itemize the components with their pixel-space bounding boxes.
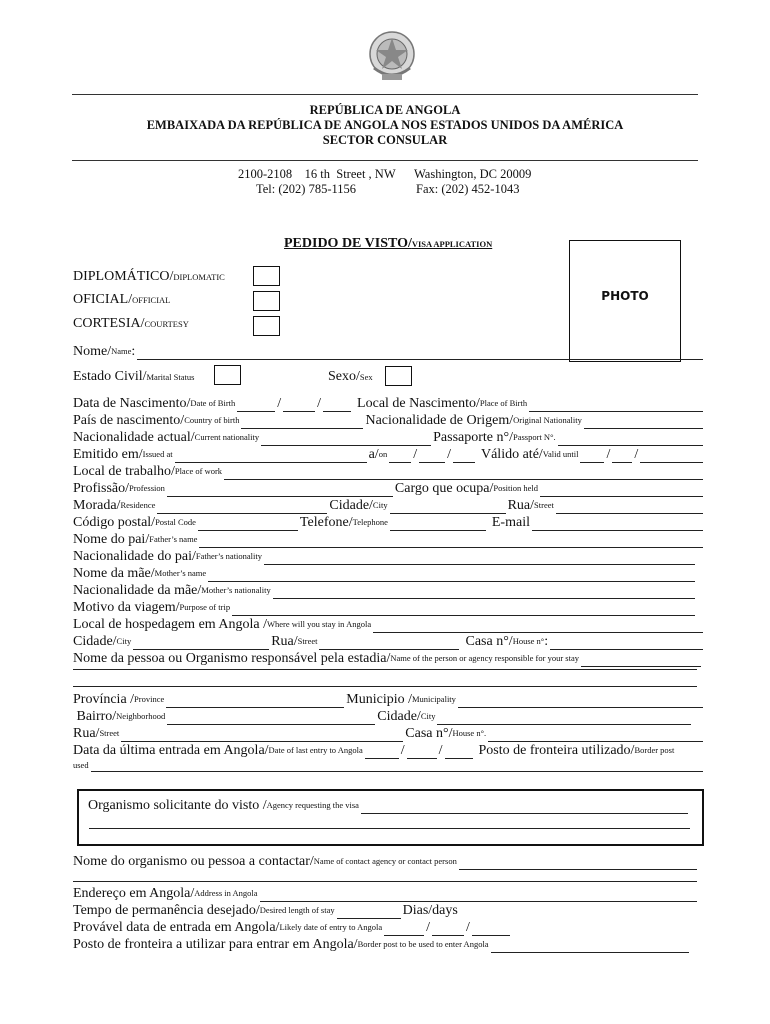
- entry-border-input[interactable]: [491, 940, 689, 953]
- field-contact: Nome do organismo ou pessoa a contactar/ Name of contact agency or contact person: [73, 853, 699, 870]
- embassy-telephone: Tel: (202) 785-1156: [256, 182, 357, 196]
- field-father-name: Nome do pai/ Father’s name: [73, 531, 705, 548]
- field-mother-name: Nome da mãe/ Mother’s name: [73, 565, 697, 582]
- position-held-input[interactable]: [540, 484, 703, 497]
- lodging-city-input[interactable]: [133, 637, 269, 650]
- lodging-input[interactable]: [373, 620, 703, 633]
- field-postal-phone-email: Código postal/ Postal Code Telefone/ Telephone E-mail: [73, 514, 705, 531]
- residence-city-input[interactable]: [390, 501, 506, 514]
- field-entry-border: Posto de fronteira a utilizar para entrar em Angola/ Border post to be used to enter Angola: [73, 936, 691, 953]
- header-section: SECTOR CONSULAR: [322, 133, 448, 147]
- valid-month-input[interactable]: [612, 450, 632, 463]
- field-province: Província / Province Municipio / Municipality: [73, 691, 705, 708]
- header-top-rule: [72, 94, 698, 95]
- field-residence: Morada/ Residence Cidade/ City Rua/ Street: [73, 497, 705, 514]
- neighborhood-city-input[interactable]: [437, 712, 691, 725]
- form-title: PEDIDO DE VISTO/VISA APPLICATION: [284, 236, 493, 251]
- field-lodging: Local de hospedagem em Angola / Where will you stay in Angola: [73, 616, 705, 633]
- angola-coat-of-arms-emblem: [366, 28, 418, 84]
- entry-month-input[interactable]: [432, 923, 464, 936]
- responsible-input[interactable]: [581, 654, 701, 667]
- embassy-fax: Fax: (202) 452-1043: [416, 182, 520, 196]
- house-number-input[interactable]: [488, 729, 703, 742]
- photo-label: PHOTO: [601, 289, 649, 303]
- field-last-entry: Data da última entrada em Angola/ Date of last entry to Angola / / Posto de fronteira utilizado/ Border post: [73, 743, 675, 758]
- dob-month-input[interactable]: [283, 399, 315, 412]
- agency-line-2[interactable]: [89, 828, 690, 829]
- issued-day-input[interactable]: [389, 450, 411, 463]
- province-input[interactable]: [166, 695, 344, 708]
- address-angola-input[interactable]: [260, 889, 697, 902]
- street-input[interactable]: [121, 729, 403, 742]
- field-current-nationality: Nacionalidade actual/ Current nationality Passaporte n°/ Passport N°.: [73, 429, 705, 446]
- header-bottom-rule: [72, 160, 698, 161]
- visa-type-courtesy-checkbox[interactable]: [253, 316, 280, 336]
- issued-month-input[interactable]: [419, 450, 445, 463]
- residence-input[interactable]: [157, 501, 327, 514]
- field-issued: Emitido em/ Issued at a/ on / / Válido até/ Valid until / /: [73, 446, 705, 463]
- issued-at-input[interactable]: [175, 450, 367, 463]
- field-responsible: Nome da pessoa ou Organismo responsável pela estadia/ Name of the person or agency responsible for your stay: [73, 650, 703, 667]
- visa-type-diplomatic-checkbox[interactable]: [253, 266, 280, 286]
- visa-type-diplomatic-label: DIPLOMÁTICO/DIPLOMATIC: [73, 269, 225, 284]
- embassy-street-address: 2100-2108 16 th Street , NW: [238, 167, 396, 181]
- visa-type-official-label: OFICIAL/OFFICIAL: [73, 292, 171, 307]
- workplace-input[interactable]: [224, 467, 703, 480]
- valid-year-input[interactable]: [640, 450, 703, 463]
- marital-status-label: Estado Civil/Marital Status: [73, 369, 195, 384]
- country-of-birth-input[interactable]: [241, 416, 363, 429]
- field-entry-date: Provável data de entrada em Angola/ Likely date of entry to Angola / /: [73, 919, 705, 936]
- field-workplace: Local de trabalho/ Place of work: [73, 463, 705, 480]
- municipality-input[interactable]: [458, 695, 703, 708]
- telephone-input[interactable]: [390, 518, 486, 531]
- field-profession: Profissão/ Profession Cargo que ocupa/ Position held: [73, 480, 705, 497]
- place-of-birth-input[interactable]: [529, 399, 703, 412]
- stay-length-input[interactable]: [337, 906, 401, 919]
- father-nationality-input[interactable]: [264, 552, 695, 565]
- field-neighborhood: Bairro/ Neighborhood Cidade/ City: [73, 708, 693, 725]
- field-mother-nationality: Nacionalidade da mãe/ Mother’s nationality: [73, 582, 697, 599]
- dob-year-input[interactable]: [323, 399, 351, 412]
- header-embassy: EMBAIXADA DA REPÚBLICA DE ANGOLA NOS ESTADOS UNIDOS DA AMÉRICA: [146, 118, 624, 132]
- sex-label: Sexo/Sex: [328, 369, 373, 384]
- field-name: Nome/ Name :: [73, 343, 705, 360]
- field-agency: Organismo solicitante do visto / Agency requesting the visa: [88, 797, 690, 814]
- field-stay-length: Tempo de permanência desejado/ Desired length of stay Dias/days: [73, 903, 458, 918]
- mother-nationality-input[interactable]: [273, 586, 695, 599]
- current-nationality-input[interactable]: [261, 433, 431, 446]
- sex-box[interactable]: [385, 366, 412, 386]
- residence-street-input[interactable]: [556, 501, 703, 514]
- issued-year-input[interactable]: [453, 450, 475, 463]
- border-post-used-input[interactable]: [91, 762, 703, 772]
- email-input[interactable]: [532, 518, 703, 531]
- original-nationality-input[interactable]: [584, 416, 703, 429]
- visa-type-official-checkbox[interactable]: [253, 291, 280, 311]
- lodging-house-input[interactable]: [550, 637, 703, 650]
- entry-day-input[interactable]: [384, 923, 424, 936]
- agency-input[interactable]: [361, 801, 688, 814]
- header-country: REPÚBLICA DE ANGOLA: [309, 103, 461, 117]
- dob-day-input[interactable]: [237, 399, 275, 412]
- field-father-nationality: Nacionalidade do pai/ Father’s nationality: [73, 548, 697, 565]
- mother-name-input[interactable]: [208, 569, 695, 582]
- field-border-post-used: used: [73, 758, 705, 772]
- visa-type-courtesy-label: CORTESIA/COURTESY: [73, 316, 189, 331]
- field-purpose: Motivo da viagem/ Purpose of trip: [73, 599, 697, 616]
- postal-code-input[interactable]: [198, 518, 298, 531]
- purpose-input[interactable]: [232, 603, 695, 616]
- name-input[interactable]: [137, 347, 703, 360]
- marital-status-box[interactable]: [214, 365, 241, 385]
- responsible-line-3[interactable]: [73, 686, 697, 687]
- field-address-angola: Endereço em Angola/ Address in Angola: [73, 885, 699, 902]
- contact-line-2[interactable]: [73, 881, 697, 882]
- responsible-line-2[interactable]: [73, 669, 697, 670]
- passport-number-input[interactable]: [558, 433, 703, 446]
- profession-input[interactable]: [167, 484, 393, 497]
- valid-day-input[interactable]: [580, 450, 604, 463]
- father-name-input[interactable]: [199, 535, 703, 548]
- contact-input[interactable]: [459, 857, 697, 870]
- field-country-nationality: País de nascimento/ Country of birth Nacionalidade de Origem/ Original Nationality: [73, 412, 705, 429]
- neighborhood-input[interactable]: [167, 712, 375, 725]
- field-lodging-address: Cidade/ City Rua/ Street Casa n°/ House n° :: [73, 633, 705, 650]
- field-street-house: Rua/ Street Casa n°/ House n°.: [73, 725, 705, 742]
- lodging-street-input[interactable]: [319, 637, 459, 650]
- field-birth: Data de Nascimento/ Date of Birth / / Local de Nascimento/ Place of Birth: [73, 395, 705, 412]
- embassy-city: Washington, DC 20009: [414, 167, 532, 181]
- entry-year-input[interactable]: [472, 923, 510, 936]
